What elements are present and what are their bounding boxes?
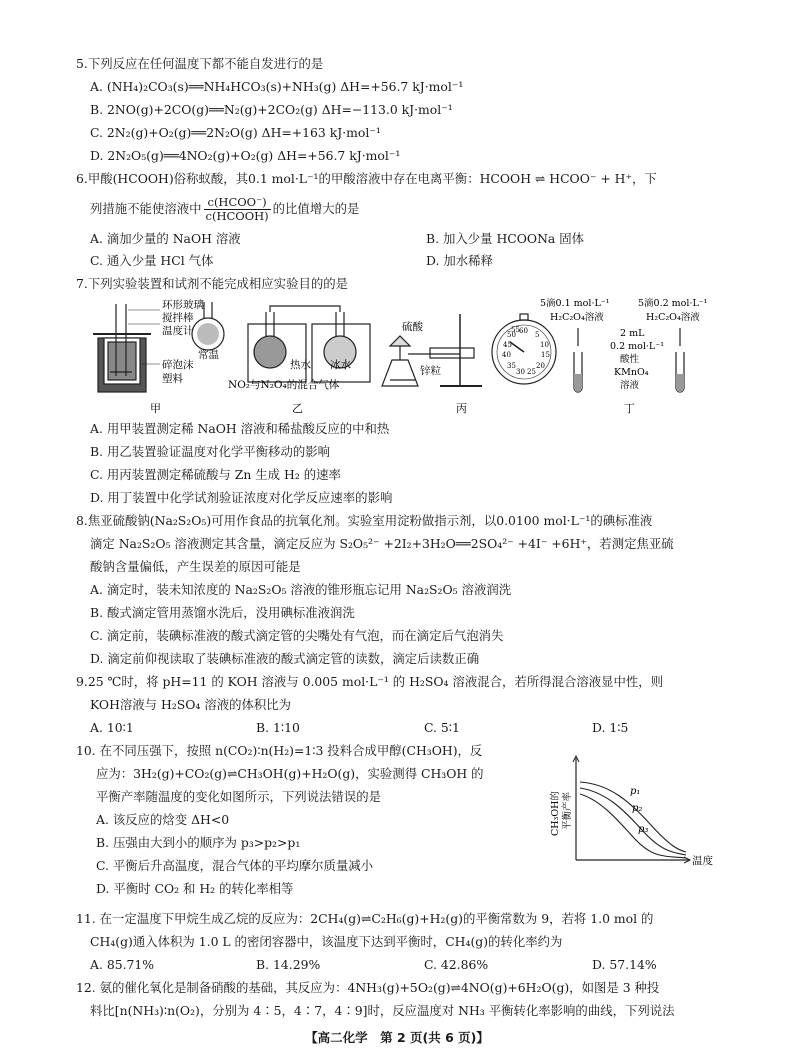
q7-option-b: B. 用乙装置验证温度对化学平衡移动的影响	[90, 444, 331, 459]
ding-label-2: H₂C₂O₄溶液	[550, 312, 604, 323]
q6-stem-text-end: 的比值增大的是	[272, 201, 360, 216]
q6-fraction-denominator: c(HCOOH)	[205, 209, 269, 223]
ding-label-7: 酸性	[620, 354, 640, 365]
curve-label-p3: p₃	[638, 824, 649, 835]
jia-label-5: 塑料	[162, 373, 183, 385]
clock-num-25: 25	[527, 368, 536, 376]
q7-option-a: A. 用甲装置测定稀 NaOH 溶液和稀盐酸反应的中和热	[90, 421, 390, 436]
q8-option-c: C. 滴定前，装碘标准液的酸式滴定管的尖嘴处有气泡，而在滴定后气泡消失	[90, 628, 504, 643]
q7-stem: 7.下列实验装置和试剂不能完成相应实验目的的是	[76, 276, 349, 291]
q8-stem-line1: 8.焦亚硫酸钠(Na₂S₂O₅)可用作食品的抗氧化剂。实验室用淀粉做指示剂，以0.0100 mol·L⁻¹的碘标准液	[76, 513, 653, 528]
ding-label-9: 溶液	[620, 380, 640, 391]
q6-option-b: B. 加入少量 HCOONa 固体	[426, 231, 585, 246]
ding-label-5: 2 mL	[620, 328, 645, 339]
q6-stem-text: 列措施不能使溶液中	[90, 201, 202, 216]
yi-label-gas: NO₂与N₂O₄的混合气体	[228, 379, 340, 391]
jia-label-2: 搅拌棒	[162, 312, 194, 324]
bing-name: 丙	[456, 402, 467, 415]
curve-p2	[580, 788, 686, 855]
q5-option-d: D. 2N₂O₅(g)══4NO₂(g)+O₂(g) ΔH=+56.7 kJ·mol⁻¹	[90, 148, 401, 163]
q6-option-d: D. 加水稀释	[426, 253, 493, 268]
clock-num-20: 20	[536, 362, 545, 370]
q7-apparatus-figure	[90, 294, 730, 420]
q6-option-c: C. 通入少量 HCl 气体	[90, 253, 214, 268]
q10-option-a: A. 该反应的焓变 ΔH<0	[96, 812, 230, 827]
q7-option-d: D. 用丁装置中化学试剂验证浓度对化学反应速率的影响	[90, 490, 393, 505]
q12-stem-line1: 12. 氨的催化氧化是制备硝酸的基础，其反应为：4NH₃(g)+5O₂(g)⇌4NO(g)+6H₂O(g)，如图是 3 种投	[76, 980, 660, 995]
jia-label-4: 碎泡沫	[162, 359, 194, 371]
clock-num-35: 35	[507, 362, 516, 370]
bing-label-acid: 硫酸	[402, 321, 423, 333]
curve-label-p2: p₂	[632, 803, 643, 814]
q10-yield-temperature-graph	[540, 752, 740, 872]
q8-option-d: D. 滴定前仰视读取了装碘标准液的酸式滴定管的读数，滴定后读数正确	[90, 651, 480, 666]
q8-stem-line3: 酸钠含量偏低，产生误差的原因可能是	[90, 559, 301, 574]
y-axis-label-2: 平衡产率	[562, 791, 573, 830]
x-axis-label: 温度	[692, 855, 713, 867]
q12-stem-line2: 料比[n(NH₃)∶n(O₂)，分别为 4∶5，4∶7，4∶9]时，反应温度对 NH₃ 平衡转化率影响的曲线，下列说法	[90, 1003, 675, 1018]
ding-label-8: KMnO₄	[614, 367, 649, 378]
bing-label-zinc: 锌粒	[420, 365, 441, 377]
clock-num-45: 45	[503, 341, 512, 349]
yi-label-ice-water: 冰水	[330, 359, 351, 371]
q6-stem-line2	[90, 194, 359, 224]
page-footer: 【高二化学 第 2 页(共 6 页)】	[305, 1030, 489, 1045]
q9-option-a: A. 10∶1	[90, 720, 134, 735]
q5-stem: 5.下列反应在任何温度下都不能自发进行的是	[76, 56, 324, 71]
ding-label-4: H₂C₂O₄溶液	[646, 312, 700, 323]
clock-num-55: 55	[511, 326, 520, 334]
jia-name: 甲	[150, 402, 161, 415]
ding-label-1: 5滴0.1 mol·L⁻¹	[540, 298, 610, 309]
q10-option-d: D. 平衡时 CO₂ 和 H₂ 的转化率相等	[96, 881, 294, 896]
q9-stem-line1: 9.25 ℃时，将 pH=11 的 KOH 溶液与 0.005 mol·L⁻¹ 的 H₂SO₄ 溶液混合，若所得混合溶液显中性，则	[76, 674, 664, 689]
q8-option-b: B. 酸式滴定管用蒸馏水洗后，没用碘标准液润洗	[90, 605, 355, 620]
y-axis-label-1: CH₃OH的	[550, 791, 561, 836]
q11-option-b: B. 14.29%	[256, 957, 321, 972]
ding-label-3: 5滴0.2 mol·L⁻¹	[638, 298, 708, 309]
q9-stem-line2: KOH溶液与 H₂SO₄ 溶液的体积比为	[90, 697, 292, 712]
q11-option-d: D. 57.14%	[592, 957, 657, 972]
q11-option-c: C. 42.86%	[424, 957, 489, 972]
yi-name: 乙	[292, 402, 303, 415]
q10-stem-line2: 应为：3H₂(g)+CO₂(g)⇌CH₃OH(g)+H₂O(g)，实验测得 CH₃OH 的	[96, 766, 484, 781]
clock-num-10: 10	[540, 341, 549, 349]
stopwatch-dial-numbers	[502, 326, 550, 376]
q11-stem-line1: 11. 在一定温度下甲烷生成乙烷的反应为：2CH₄(g)⇌C₂H₆(g)+H₂(g)的平衡常数为 9，若将 1.0 mol 的	[76, 911, 654, 926]
q6-fraction	[204, 196, 271, 223]
q6-option-a: A. 滴加少量的 NaOH 溶液	[90, 231, 241, 246]
q5-option-b: B. 2NO(g)+2CO(g)══N₂(g)+2CO₂(g) ΔH=−113.0 kJ·mol⁻¹	[90, 102, 453, 117]
jia-label-1: 环形玻璃	[162, 299, 204, 311]
q9-option-d: D. 1∶5	[592, 720, 629, 735]
q10-stem-line1: 10. 在不同压强下，按照 n(CO₂)∶n(H₂)=1∶3 投料合成甲醇(CH₃OH)，反	[76, 743, 483, 758]
ding-name: 丁	[624, 402, 635, 415]
ding-label-6: 0.2 mol·L⁻¹	[610, 341, 665, 352]
q6-fraction-numerator: c(HCOO⁻)	[204, 196, 271, 210]
clock-num-15: 15	[541, 351, 550, 359]
clock-num-30: 30	[516, 368, 525, 376]
jia-label-3: 温度计	[162, 325, 194, 337]
yi-label-hot-water: 热水	[290, 359, 311, 371]
q7-option-c: C. 用丙装置测定稀硫酸与 Zn 生成 H₂ 的速率	[90, 467, 341, 482]
q10-option-c: C. 平衡后升高温度，混合气体的平均摩尔质量减小	[96, 858, 374, 873]
clock-num-5: 5	[535, 331, 540, 339]
clock-num-40: 40	[502, 351, 511, 359]
q11-option-a: A. 85.71%	[90, 957, 155, 972]
q9-option-c: C. 5∶1	[424, 720, 460, 735]
clock-num-50: 50	[507, 331, 516, 339]
q8-option-a: A. 滴定时，装未知浓度的 Na₂S₂O₅ 溶液的锥形瓶忘记用 Na₂S₂O₅ 溶液润洗	[90, 582, 512, 597]
q11-stem-line2: CH₄(g)通入体积为 1.0 L 的密闭容器中，该温度下达到平衡时，CH₄(g)的转化率约为	[90, 934, 563, 949]
q10-stem-line3: 平衡产率随温度的变化如图所示，下列说法错误的是	[96, 789, 381, 804]
q10-option-b: B. 压强由大到小的顺序为 p₃>p₂>p₁	[96, 835, 301, 850]
curve-label-p1: p₁	[630, 786, 641, 797]
q9-option-b: B. 1∶10	[256, 720, 300, 735]
clock-num-60: 60	[519, 327, 528, 335]
q6-stem-line1: 6.甲酸(HCOOH)俗称蚁酸，其0.1 mol·L⁻¹的甲酸溶液中存在电离平衡：HCOOH ⇌ HCOO⁻ + H⁺，下	[76, 171, 657, 186]
q8-stem-line2: 滴定 Na₂S₂O₅ 溶液测定其含量，滴定反应为 S₂O₅²⁻ +2I₂+3H₂O══2SO₄²⁻ +4I⁻ +6H⁺，若测定焦亚硫	[90, 536, 674, 551]
yi-label-normal-temp: 常温	[198, 349, 219, 361]
calorimeter-apparatus	[93, 304, 160, 392]
q5-option-c: C. 2N₂(g)+O₂(g)══2N₂O(g) ΔH=+163 kJ·mol⁻¹	[90, 125, 381, 140]
q5-option-a: A. (NH₄)₂CO₃(s)══NH₄HCO₃(s)+NH₃(g) ΔH=+56.7 kJ·mol⁻¹	[90, 79, 464, 94]
